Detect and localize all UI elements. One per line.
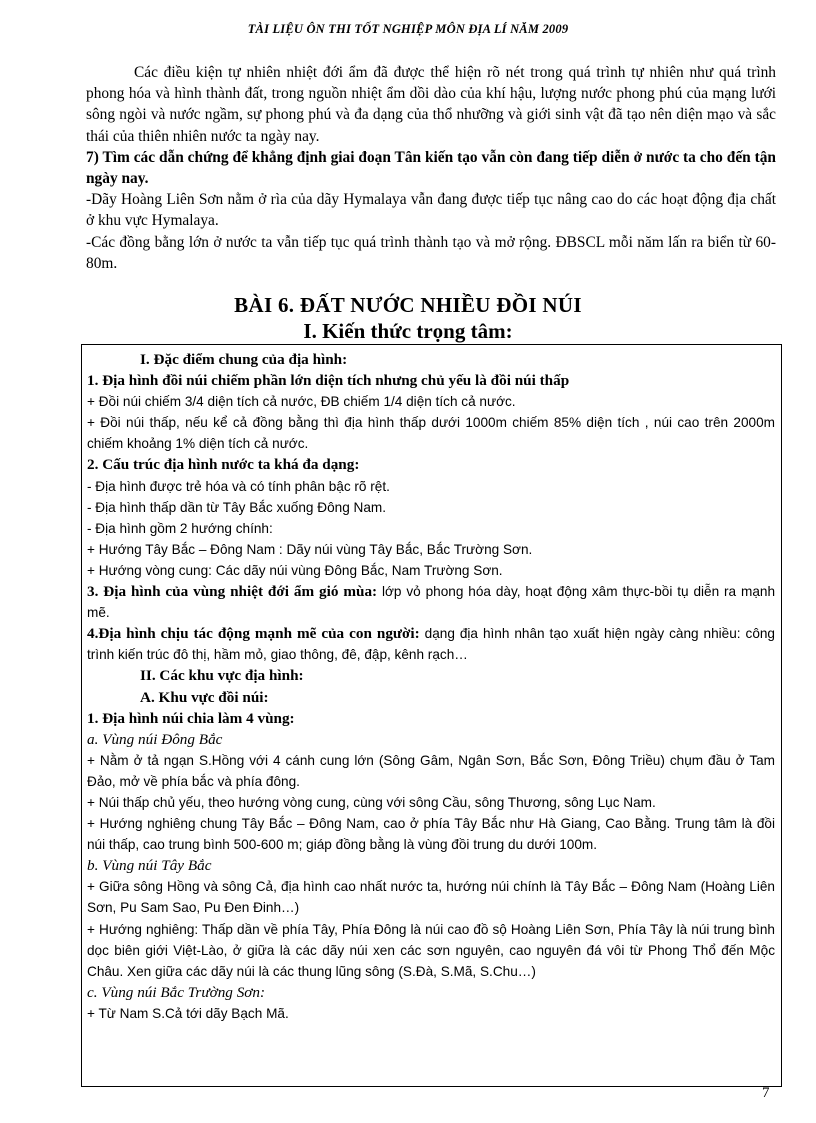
heading-mountain-area: A. Khu vực đồi núi: xyxy=(140,688,269,706)
answer-point-1: -Dãy Hoàng Liên Sơn nằm ở rìa của dãy Hymalaya vẫn đang được tiếp tục nâng cao do các hoạt động địa chất ở khu vực Hymalaya. xyxy=(86,191,776,230)
point-4-heading: 4.Địa hình chịu tác động mạnh mẽ của con người: xyxy=(87,625,420,643)
section-title: I. Kiến thức trọng tâm: xyxy=(303,319,513,343)
heading-point-1: 1. Địa hình đồi núi chiếm phần lớn diện tích nhưng chủ yếu là đồi núi thấp xyxy=(87,372,570,390)
bullet-line: + Hướng nghiêng: Thấp dần về phía Tây, Phía Đông là núi cao đồ sộ Hoàng Liên Sơn, Phía Tây là núi trung bình dọc biên giới Việt-Lào, ở giữa là các dãy núi xen các sơn nguyên, cao nguyên đá vôi từ Phong Thổ đến Mộc Châu. Xen giữa các dãy núi là các thung lũng sông (S.Đà, S.Mã, S.Chu…) xyxy=(87,921,775,979)
bullet-line: + Hướng vòng cung: Các dãy núi vùng Đông Bắc, Nam Trường Sơn. xyxy=(87,562,503,578)
heading-point-2: 2. Cấu trúc địa hình nước ta khá đa dạng: xyxy=(87,456,360,474)
page-header: TÀI LIỆU ÔN THI TỐT NGHIỆP MÔN ĐỊA LÍ NĂM 2009 xyxy=(247,22,569,36)
bullet-line: + Hướng Tây Bắc – Đông Nam : Dãy núi vùng Tây Bắc, Bắc Trường Sơn. xyxy=(87,541,533,557)
content-box xyxy=(81,344,782,1087)
heading-four-zones: 1. Địa hình núi chia làm 4 vùng: xyxy=(87,709,295,727)
bullet-line: - Địa hình thấp dần từ Tây Bắc xuống Đông Nam. xyxy=(87,499,387,515)
point-3-heading: 3. Địa hình của vùng nhiệt đới ẩm gió mùa: xyxy=(87,583,378,601)
bullet-line: + Núi thấp chủ yếu, theo hướng vòng cung, cùng với sông Cầu, sông Thương, sông Lục Nam. xyxy=(87,794,656,810)
subheading-bac-truong-son: c. Vùng núi Bắc Trường Sơn: xyxy=(87,983,266,1001)
subheading-dong-bac: a. Vùng núi Đông Bắc xyxy=(87,730,223,748)
bullet-line: + Đồi núi thấp, nếu kể cả đồng bằng thì địa hình thấp dưới 1000m chiếm 85% diện tích , núi cao trên 2000m chiếm khoảng 1% diện tích cả nước. xyxy=(87,415,775,452)
lesson-title: BÀI 6. ĐẤT NƯỚC NHIỀU ĐỒI NÚI xyxy=(234,293,582,317)
point-4-text: dạng địa hình nhân tạo xuất hiện ngày càng nhiều: công trình kiến trúc đô thị, hầm mỏ, giao thông, đê, đập, kênh rạch… xyxy=(87,626,775,663)
bullet-line: + Hướng nghiêng chung Tây Bắc – Đông Nam, cao ở phía Tây Bắc như Hà Giang, Cao Bằng. Trung tâm là đồi núi thấp, cao trung bình 500-600 m; giáp đồng bằng là vùng đồi trung du dưới 100m. xyxy=(87,816,775,853)
bullet-line: + Từ Nam S.Cả tới dãy Bạch Mã. xyxy=(87,1005,289,1021)
bullet-line: - Địa hình được trẻ hóa và có tính phân bậc rõ rệt. xyxy=(87,478,390,494)
bullet-line: - Địa hình gồm 2 hướng chính: xyxy=(87,520,273,536)
point-3-text: lớp vỏ phong hóa dày, hoạt động xâm thực-bồi tụ diễn ra mạnh mẽ. xyxy=(87,584,776,621)
answer-point-2: -Các đồng bằng lớn ở nước ta vẫn tiếp tục quá trình thành tạo và mở rộng. ĐBSCL mỗi năm lấn ra biển từ 60-80m. xyxy=(86,233,776,272)
bullet-line: + Nằm ở tả ngạn S.Hồng với 4 cánh cung lớn (Sông Gâm, Ngân Sơn, Bắc Sơn, Đông Triều) chụm đầu ở Tam Đảo, mở về phía bắc và phía đông. xyxy=(87,752,775,789)
point-3 xyxy=(87,581,775,623)
question-7: 7) Tìm các dẫn chứng để khẳng định giai đoạn Tân kiến tạo vẫn còn đang tiếp diễn ở nước ta cho đến tận ngày nay. xyxy=(86,148,776,188)
intro-section xyxy=(86,62,776,274)
bullet-line: + Giữa sông Hồng và sông Cả, địa hình cao nhất nước ta, hướng núi chính là Tây Bắc – Đông Nam (Hoàng Liên Sơn, Pu Sam Sao, Pu Đen Đinh…) xyxy=(87,879,775,916)
intro-paragraph: Các điều kiện tự nhiên nhiệt đới ẩm đã được thể hiện rõ nét trong quá trình tự nhiên như quá trình phong hóa và hình thành đất, trong nguồn nhiệt ẩm dồi dào của khí hậu, lượng nước phong phú của mạng lưới sông ngòi và nước ngầm, sự phong phú và đa dạng của thổ nhưỡng và giới sinh vật đã tạo nên diện mạo và sắc thái của thiên nhiên nước ta ngày nay. xyxy=(86,64,776,145)
heading-general-features: I. Đặc điểm chung của địa hình: xyxy=(140,351,348,368)
point-4 xyxy=(87,623,775,665)
subheading-tay-bac: b. Vùng núi Tây Bắc xyxy=(87,857,212,875)
page-number: 7 xyxy=(762,1085,770,1101)
bullet-line: + Đồi núi chiếm 3/4 diện tích cả nước, ĐB chiếm 1/4 diện tích cả nước. xyxy=(87,394,516,410)
heading-terrain-regions: II. Các khu vực địa hình: xyxy=(140,667,304,685)
